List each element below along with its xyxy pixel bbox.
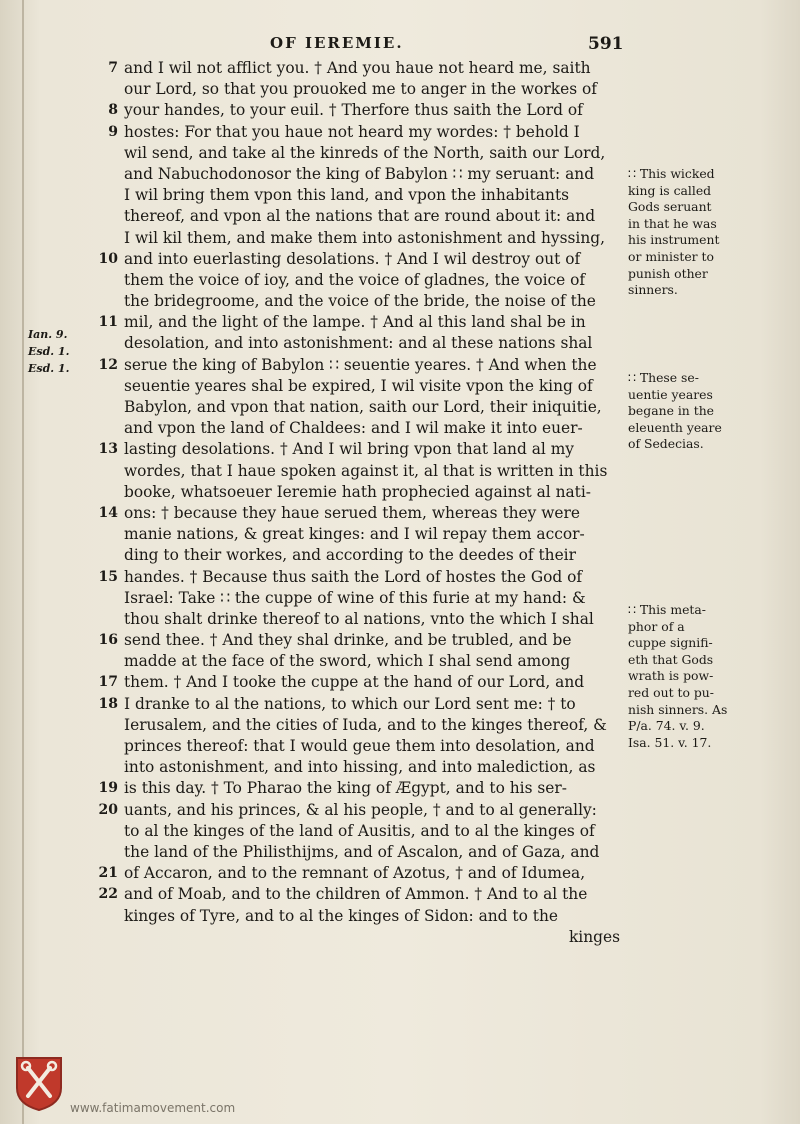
text-line xyxy=(100,355,630,376)
text-line xyxy=(100,757,630,778)
margin-reference: Ian. 9. xyxy=(28,328,68,341)
note-line: begane in the xyxy=(628,403,715,419)
line-text: I wil kil them, and make them into astonishment and hyssing, xyxy=(124,228,606,247)
line-text: them. † And I tooke the cuppe at the hand of our Lord, and xyxy=(124,673,585,692)
line-text: lasting desolations. † And I wil bring vpon that land al my xyxy=(124,440,574,459)
note-line: punish other xyxy=(628,265,708,281)
line-text: thereof, and vpon al the nations that are round about it: and xyxy=(124,207,596,226)
verse-number: 11 xyxy=(98,314,118,331)
running-title: OF IEREMIE. xyxy=(270,34,404,52)
catchword: kinges xyxy=(568,927,620,946)
line-text: to al the kinges of the land of Ausitis, and to al the kinges of xyxy=(124,821,595,840)
note-line: phor of a xyxy=(628,618,685,634)
note-line: Isa. 51. v. 17. xyxy=(628,734,712,750)
scripture-text xyxy=(100,58,630,948)
verse-number: 13 xyxy=(98,441,118,458)
verse-number: 22 xyxy=(98,886,118,903)
text-line xyxy=(100,651,630,672)
text-line xyxy=(100,397,630,418)
text-line xyxy=(100,418,630,439)
line-text: mil, and the light of the lampe. † And al this land shal be in xyxy=(124,313,586,332)
note-line: ∷ These se- xyxy=(628,370,699,385)
note-line: Gods seruant xyxy=(628,199,712,215)
text-line xyxy=(100,333,630,354)
text-line xyxy=(100,884,630,905)
text-line xyxy=(100,376,630,397)
text-line xyxy=(100,906,630,927)
line-text: I dranke to al the nations, to which our Lord sent me: † to xyxy=(124,694,576,713)
page-number: 591 xyxy=(588,34,624,54)
margin-reference: Esd. 1. xyxy=(28,362,70,375)
verse-number: 16 xyxy=(98,632,118,649)
line-text: and I wil not afflict you. † And you haue not heard me, saith xyxy=(124,59,591,77)
text-line xyxy=(100,482,630,503)
verse-number: 19 xyxy=(98,780,118,797)
line-text: them the voice of ioy, and the voice of gladnes, the voice of xyxy=(124,270,586,289)
line-text: wil send, and take al the kinreds of the North, saith our Lord, xyxy=(124,143,606,162)
line-text: wordes, that I haue spoken against it, al that is written in this xyxy=(124,461,608,480)
text-line xyxy=(100,588,630,609)
text-line xyxy=(100,164,630,185)
note-line: P/a. 74. v. 9. xyxy=(628,718,705,734)
website-url: www.fatimamovement.com xyxy=(70,1101,236,1115)
verse-number: 8 xyxy=(108,102,118,119)
text-line xyxy=(100,545,630,566)
text-line xyxy=(100,567,630,588)
text-line xyxy=(100,100,630,121)
text-line xyxy=(100,249,630,270)
note-line: ∷ This wicked xyxy=(628,166,715,181)
verse-number: 9 xyxy=(108,123,118,140)
note-line: or minister to xyxy=(628,248,714,264)
verse-number: 10 xyxy=(98,250,118,267)
line-text: and vpon the land of Chaldees: and I wil make it into euer- xyxy=(124,419,583,438)
line-text: I wil bring them vpon this land, and vpon the inhabitants xyxy=(124,186,570,205)
note-line: his instrument xyxy=(628,232,720,248)
line-text: is this day. † To Pharao the king of Ægypt, and to his ser- xyxy=(124,779,567,798)
note-line: uentie yeares xyxy=(628,386,713,402)
note-line: of Sedecias. xyxy=(628,436,704,452)
text-line xyxy=(100,122,630,143)
text-line xyxy=(100,58,630,79)
line-text: serue the king of Babylon ∷ seuentie yeares. † And when the xyxy=(124,355,597,374)
text-line xyxy=(100,863,630,884)
line-text: ons: † because they haue serued them, whereas they were xyxy=(124,503,580,522)
line-text: princes thereof: that I would geue them into desolation, and xyxy=(124,737,595,755)
line-text: into astonishment, and into hissing, and into malediction, as xyxy=(124,758,596,777)
text-line xyxy=(100,694,630,715)
binding-gutter xyxy=(22,0,24,1124)
note-line: ∷ This meta- xyxy=(628,602,706,617)
line-text: and of Moab, and to the children of Ammon. † And to al the xyxy=(124,885,588,904)
line-text: kinges of Tyre, and to al the kinges of Sidon: and to the xyxy=(124,906,558,925)
text-line xyxy=(100,270,630,291)
note-line: wrath is pow- xyxy=(628,668,714,684)
line-text: Ierusalem, and the cities of Iuda, and to the kinges thereof, & xyxy=(124,715,607,734)
verse-number: 7 xyxy=(108,60,118,76)
text-line xyxy=(100,461,630,482)
text-line xyxy=(100,439,630,460)
line-text: send thee. † And they shal drinke, and be trubled, and be xyxy=(124,631,572,650)
verse-number: 21 xyxy=(98,865,118,882)
page-header xyxy=(0,34,800,58)
text-line xyxy=(100,206,630,227)
text-line xyxy=(100,503,630,524)
text-line xyxy=(100,715,630,736)
line-text: seuentie yeares shal be expired, I wil visite vpon the king of xyxy=(124,376,593,395)
line-text: desolation, and into astonishment: and al these nations shal xyxy=(124,334,593,353)
text-line xyxy=(100,291,630,312)
text-line xyxy=(100,821,630,842)
line-text: uants, and his princes, & al his people, † and to al generally: xyxy=(124,800,597,819)
text-line xyxy=(100,842,630,863)
line-text: the bridegroome, and the voice of the bride, the noise of the xyxy=(124,292,596,311)
margin-note-3 xyxy=(628,602,788,751)
note-line: king is called xyxy=(628,182,712,198)
text-line xyxy=(100,672,630,693)
line-text: your handes, to your euil. † Therfore thus saith the Lord of xyxy=(124,101,583,120)
verse-number: 15 xyxy=(98,568,118,585)
text-line xyxy=(100,143,630,164)
note-line: sinners. xyxy=(628,282,678,298)
text-line xyxy=(100,609,630,630)
text-line xyxy=(100,630,630,651)
verse-number: 20 xyxy=(98,801,118,818)
note-line: cuppe signifi- xyxy=(628,635,713,651)
margin-note-1 xyxy=(628,166,788,299)
line-text: manie nations, & great kinges: and I wil repay them accor- xyxy=(124,525,585,544)
note-line: eleuenth yeare xyxy=(628,419,722,435)
verse-number: 12 xyxy=(98,356,118,373)
line-text: and Nabuchodonosor the king of Babylon ∷ my seruant: and xyxy=(124,164,595,183)
note-line: in that he was xyxy=(628,215,717,231)
line-text: of Accaron, and to the remnant of Azotus, † and of Idumea, xyxy=(124,864,586,883)
text-line xyxy=(100,736,630,757)
text-line xyxy=(100,228,630,249)
line-text: hostes: For that you haue not heard my wordes: † behold I xyxy=(124,122,580,141)
text-line xyxy=(100,778,630,799)
text-line xyxy=(100,312,630,333)
left-margin-references xyxy=(28,326,88,377)
text-line xyxy=(100,79,630,100)
verse-number: 14 xyxy=(98,504,118,521)
text-line xyxy=(100,185,630,206)
verse-number: 18 xyxy=(98,695,118,712)
line-text: our Lord, so that you prouoked me to anger in the workes of xyxy=(124,80,597,99)
line-text: booke, whatsoeuer Ieremie hath prophecied against al nati- xyxy=(124,482,591,501)
margin-reference: Esd. 1. xyxy=(28,345,70,358)
line-text: and into euerlasting desolations. † And I wil destroy out of xyxy=(124,249,581,268)
line-text: madde at the face of the sword, which I shal send among xyxy=(124,652,571,671)
margin-note-2 xyxy=(628,370,788,453)
line-text: Babylon, and vpon that nation, saith our Lord, their iniquitie, xyxy=(124,398,602,416)
note-line: eth that Gods xyxy=(628,651,714,667)
papal-crossed-keys-shield-icon xyxy=(14,1054,64,1112)
verse-number: 17 xyxy=(98,674,118,691)
line-text: handes. † Because thus saith the Lord of hostes the God of xyxy=(124,567,583,586)
line-text: Israel: Take ∷ the cuppe of wine of this furie at my hand: & xyxy=(124,588,586,607)
text-line xyxy=(100,800,630,821)
text-line xyxy=(100,524,630,545)
note-line: red out to pu- xyxy=(628,684,714,700)
note-line: nish sinners. As xyxy=(628,701,728,717)
line-text: ding to their workes, and according to the deedes of their xyxy=(124,546,576,565)
line-text: the land of the Philisthijms, and of Ascalon, and of Gaza, and xyxy=(124,842,600,861)
line-text: thou shalt drinke thereof to al nations, vnto the which I shal xyxy=(124,609,594,628)
